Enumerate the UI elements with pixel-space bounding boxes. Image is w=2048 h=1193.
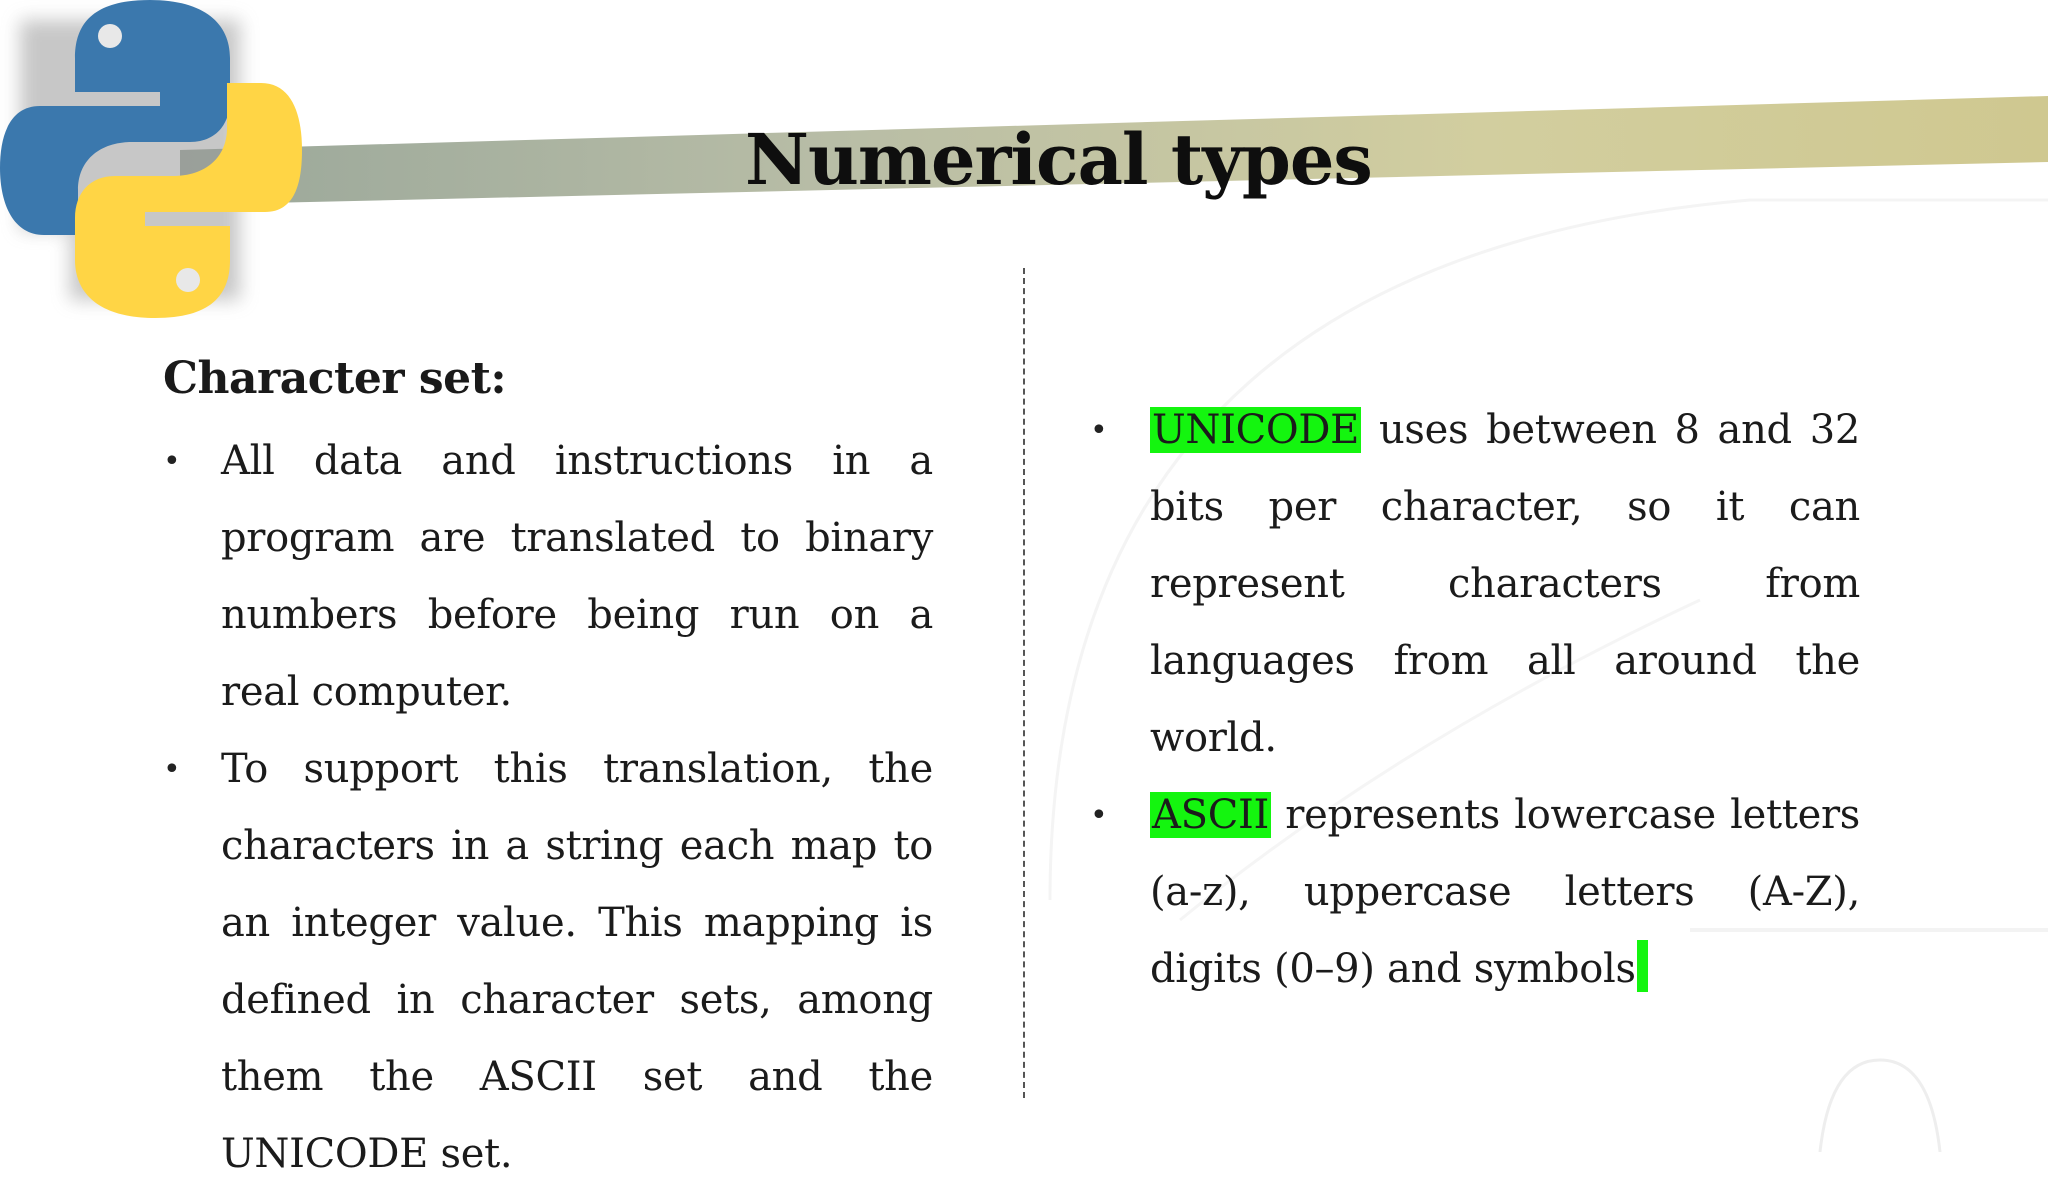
python-logo-icon	[0, 0, 340, 330]
bullet-text	[1150, 392, 1860, 777]
list-item	[163, 423, 933, 731]
bullet-icon: •	[163, 444, 181, 479]
section-heading: Character set:	[163, 353, 507, 404]
bullet-body: uses between 8 and 32 bits per character, so it can represent characters from languages from all around the world.	[1150, 407, 1860, 761]
list-item	[1090, 777, 1860, 1008]
list-item	[163, 731, 933, 1193]
left-bullet-list	[163, 423, 933, 1193]
bullet-text: All data and instructions in a program are translated to binary numbers before being run on a real computer.	[221, 438, 933, 715]
highlighted-term: UNICODE	[1152, 407, 1360, 453]
bullet-text	[1150, 777, 1860, 1008]
bullet-text: To support this translation, the characters in a string each map to an integer value. This mapping is defined in character sets, among them the ASCII set and the UNICODE set.	[221, 746, 933, 1177]
list-item	[1090, 392, 1860, 777]
right-column	[1090, 392, 1860, 1008]
slide-title: Numerical types	[745, 118, 1372, 201]
bullet-icon: •	[1090, 798, 1108, 833]
bullet-body: represents lowercase letters (a-z), uppercase letters (A-Z), digits (0–9) and symbols	[1150, 792, 1860, 992]
bullet-icon: •	[1090, 413, 1108, 448]
highlighted-term: ASCII	[1152, 792, 1269, 838]
right-bullet-list	[1090, 392, 1860, 1008]
text-cursor	[1637, 940, 1648, 992]
bullet-icon: •	[163, 752, 181, 787]
column-divider	[1023, 268, 1025, 1098]
left-column	[163, 345, 933, 1193]
